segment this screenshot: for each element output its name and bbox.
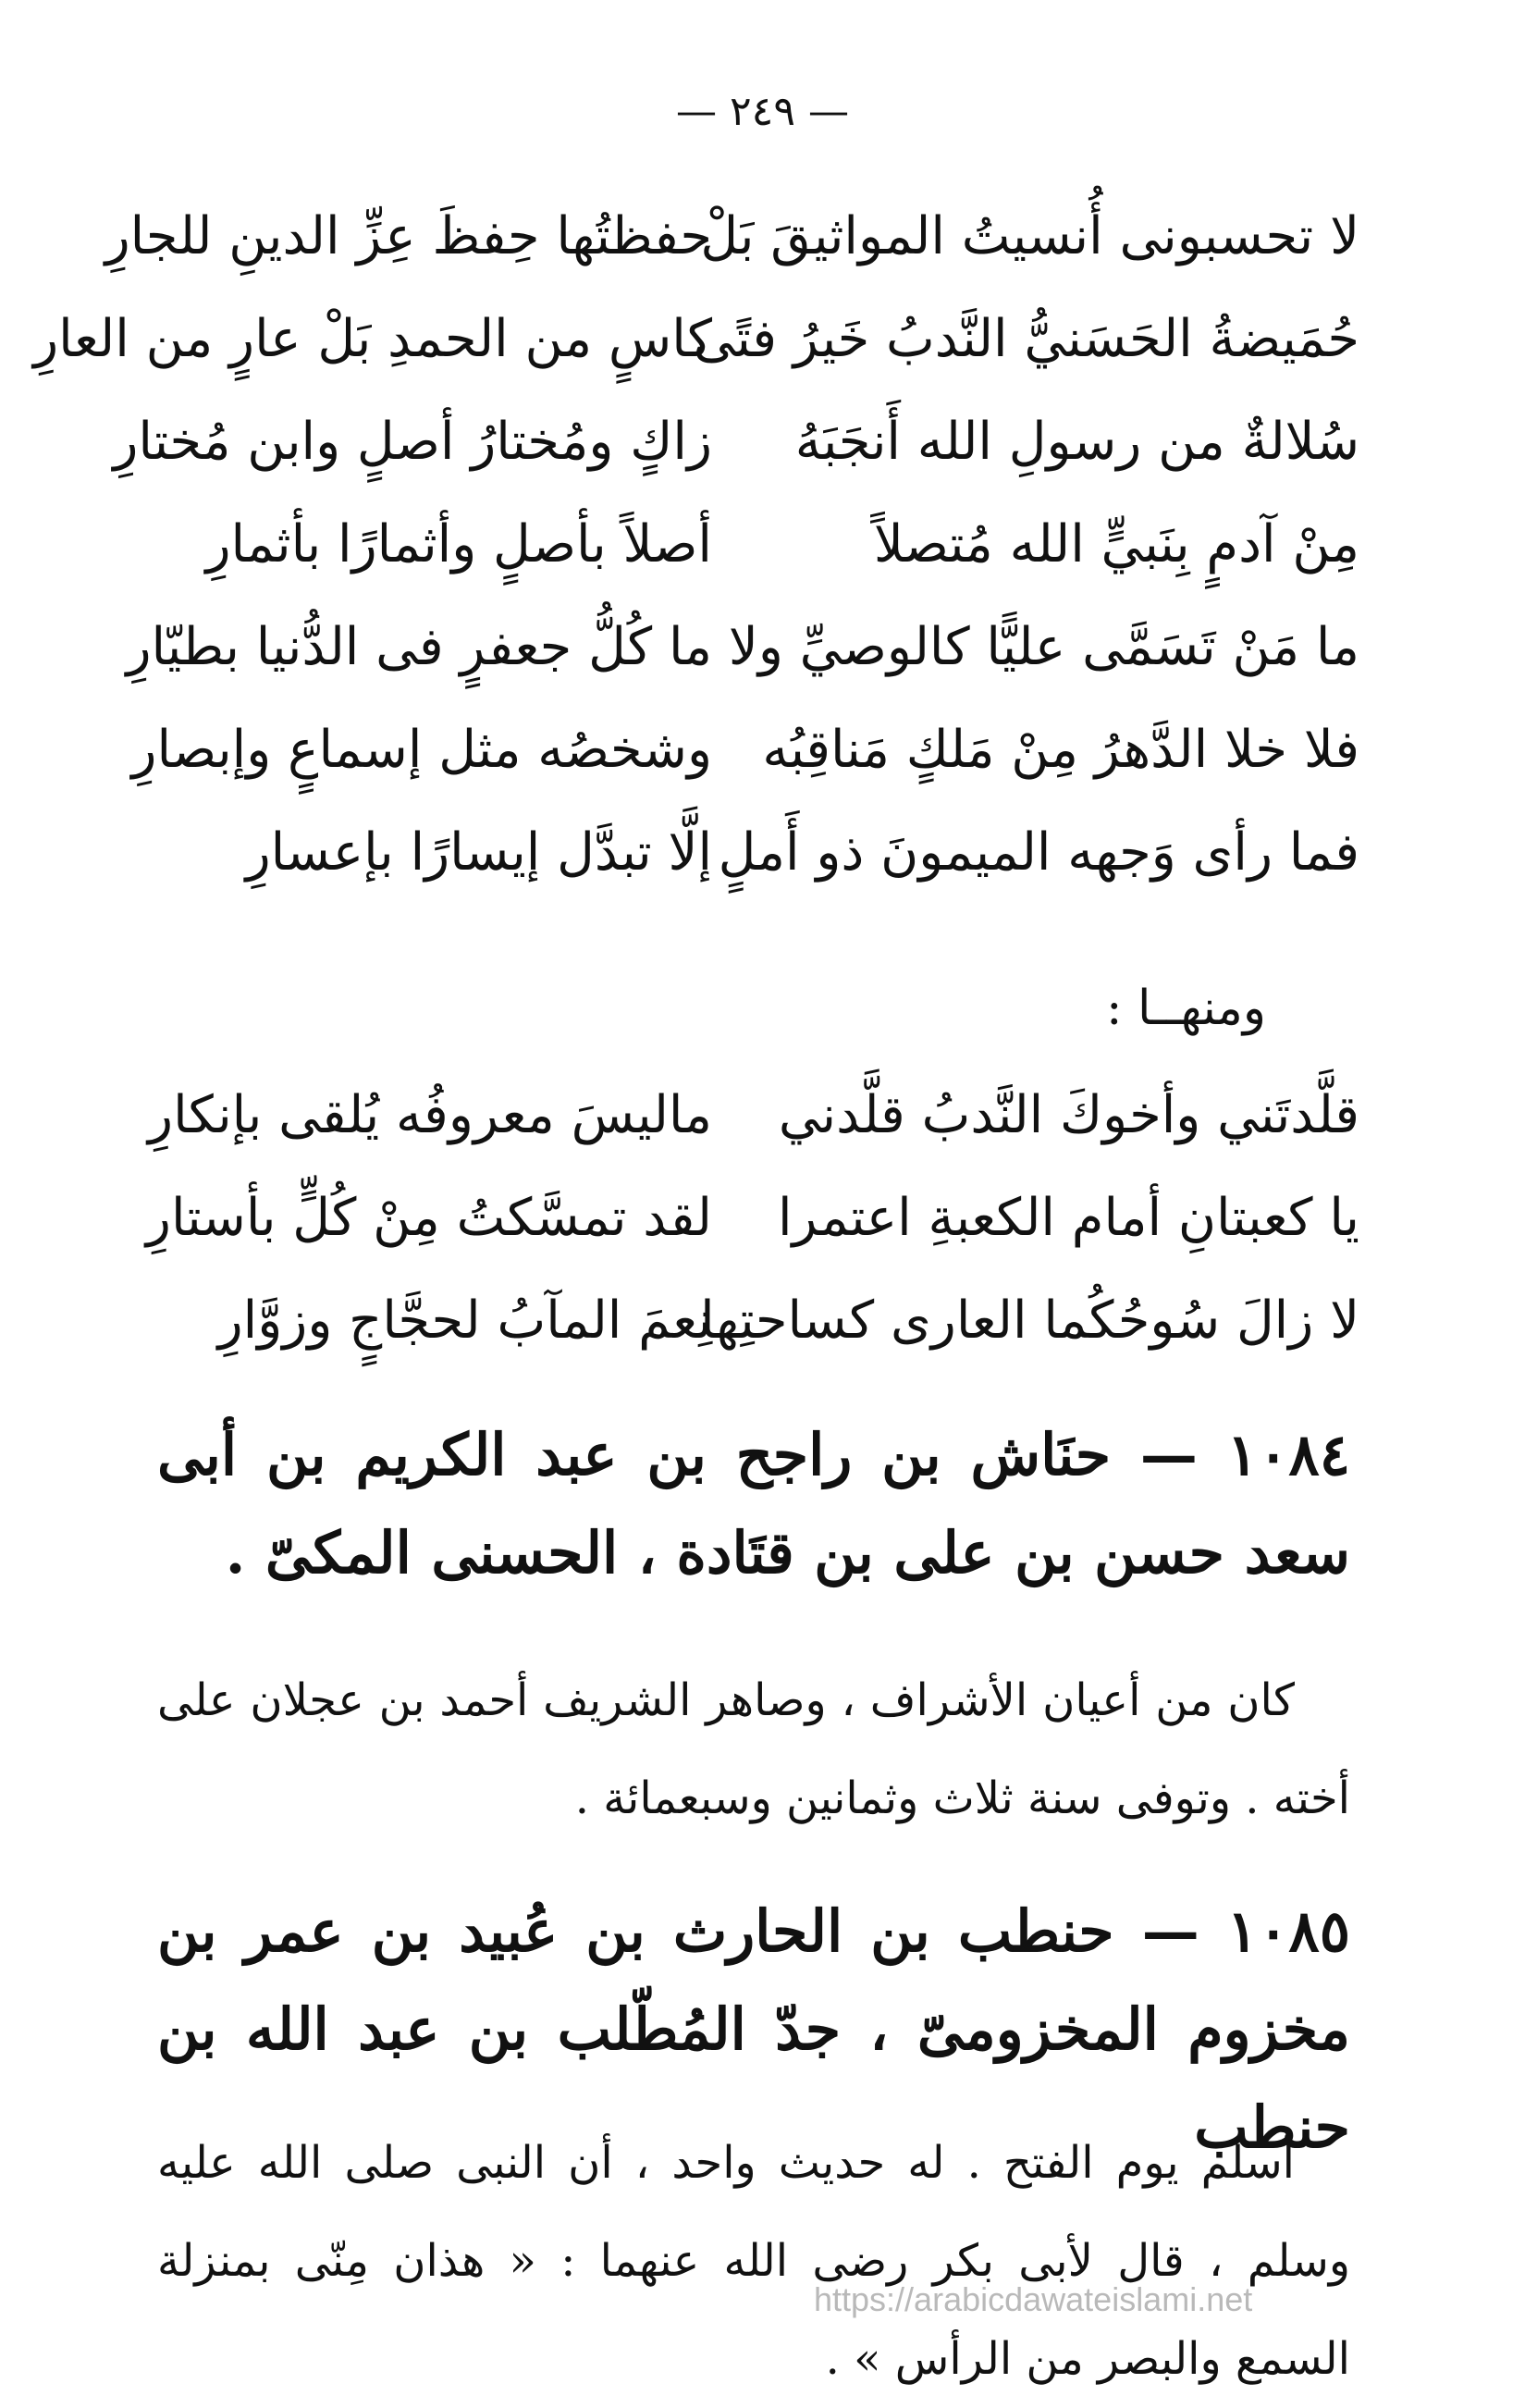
verse-second-hemistich: زاكٍ ومُختارُ أصلٍ وابن مُختارِ — [113, 412, 712, 472]
website-watermark: https://arabicdawateislami.net — [814, 2280, 1253, 2318]
verse-second-hemistich: ما كُلُّ جعفرٍ فى الدُّنيا بطيّارِ — [126, 617, 712, 677]
verse-line — [105, 185, 1359, 288]
verse-second-hemistich: وشخصُه مثل إسماعٍ وإبصارِ — [131, 720, 712, 780]
verse-first-hemistich: يا كعبتانِ أمام الكعبةِ اعتمرا — [778, 1188, 1359, 1248]
verse-second-hemistich: كاسٍ من الحمدِ بَلْ عارٍ من العارِ — [33, 309, 712, 369]
verse-first-hemistich: قلَّدتَني وأخوكَ النَّدبُ قلَّدني — [778, 1085, 1359, 1145]
verse-line — [131, 698, 1359, 801]
verse-second-hemistich: حفظتُها حِفظَ عِزِّ الدينِ للجارِ — [105, 206, 712, 266]
verse-second-hemistich: أصلاً بأصلٍ وأثمارًا بأثمارِ — [205, 514, 712, 574]
poem-verses-2 — [145, 1064, 1359, 1372]
verse-line — [148, 1064, 1359, 1167]
entry-1084-heading: ١٠٨٤ — حنَاش بن راجح بن عبد الكريم بن أبى سعد حسن بن على بن قتَادة ، الحسنى المكىّ . — [157, 1421, 1350, 1587]
entry-1085-heading: ١٠٨٥ — حنطب بن الحارث بن عُبيد بن عمر بن مخزوم المخزومىّ ، جدّ المُطّلب بن عبد الله بن حنطب — [157, 1897, 1350, 2161]
verse-second-hemistich: لقد تمسَّكتُ مِنْ كُلٍّ بأستارِ — [145, 1188, 712, 1248]
entry-1085-body: أسلم يوم الفتح . له حديث واحد ، أن النبى صلى الله عليه وسلم ، قال لأبى بكر رضى الله عنهما : « هذان مِنّى بمنزلة السمع والبصر من الرأس » . — [157, 2137, 1350, 2385]
verse-second-hemistich: ماليسَ معروفُه يُلقى بإنكارِ — [148, 1085, 712, 1145]
poem-subheading: ومنهــا : — [1106, 981, 1266, 1036]
page-number: — ٢٤٩ — — [676, 88, 849, 135]
entry-1084-body: كان من أعيان الأشراف ، وصاهر الشريف أحمد بن عجلان على أخته . وتوفى سنة ثلاث وثمانين وسبعمائة . — [157, 1674, 1350, 1824]
verse-second-hemistich: نِعمَ المآبُ لحجَّاجٍ وزوَّارِ — [217, 1290, 712, 1351]
verse-line — [157, 1269, 1359, 1372]
verse-first-hemistich: لا تحسبونى أُنسيتُ المواثيقَ بَلْ — [700, 206, 1359, 266]
verse-first-hemistich: فلا خلا الدَّهرُ مِنْ مَلكٍ مَناقِبُه — [762, 720, 1359, 780]
verse-first-hemistich: حُمَيضةُ الحَسَنيُّ النَّدبُ خَيرُ فتًى — [693, 309, 1359, 369]
verse-first-hemistich: لا زالَ سُوحُكُما العارى كساحتِها — [700, 1290, 1359, 1351]
verse-line — [157, 801, 1359, 904]
verse-line — [157, 493, 1359, 596]
verse-line — [126, 596, 1359, 698]
verse-first-hemistich: مِنْ آدمٍ بِنَبيٍّ الله مُتصلاً — [873, 514, 1359, 574]
verse-line — [113, 390, 1359, 493]
verse-line — [33, 288, 1359, 390]
verse-first-hemistich: سُلالةٌ من رسولِ الله أَنجَبَهُ — [794, 412, 1359, 472]
verse-first-hemistich: ما مَنْ تَسَمَّى عليًّا كالوصيِّ ولا — [728, 617, 1359, 677]
verse-line — [145, 1167, 1359, 1269]
verse-first-hemistich: فما رأى وَجهه الميمونَ ذو أَملٍ — [718, 822, 1359, 883]
poem-verses-1 — [33, 185, 1359, 904]
verse-second-hemistich: إلَّا تبدَّل إيسارًا بإعسارِ — [245, 822, 712, 883]
